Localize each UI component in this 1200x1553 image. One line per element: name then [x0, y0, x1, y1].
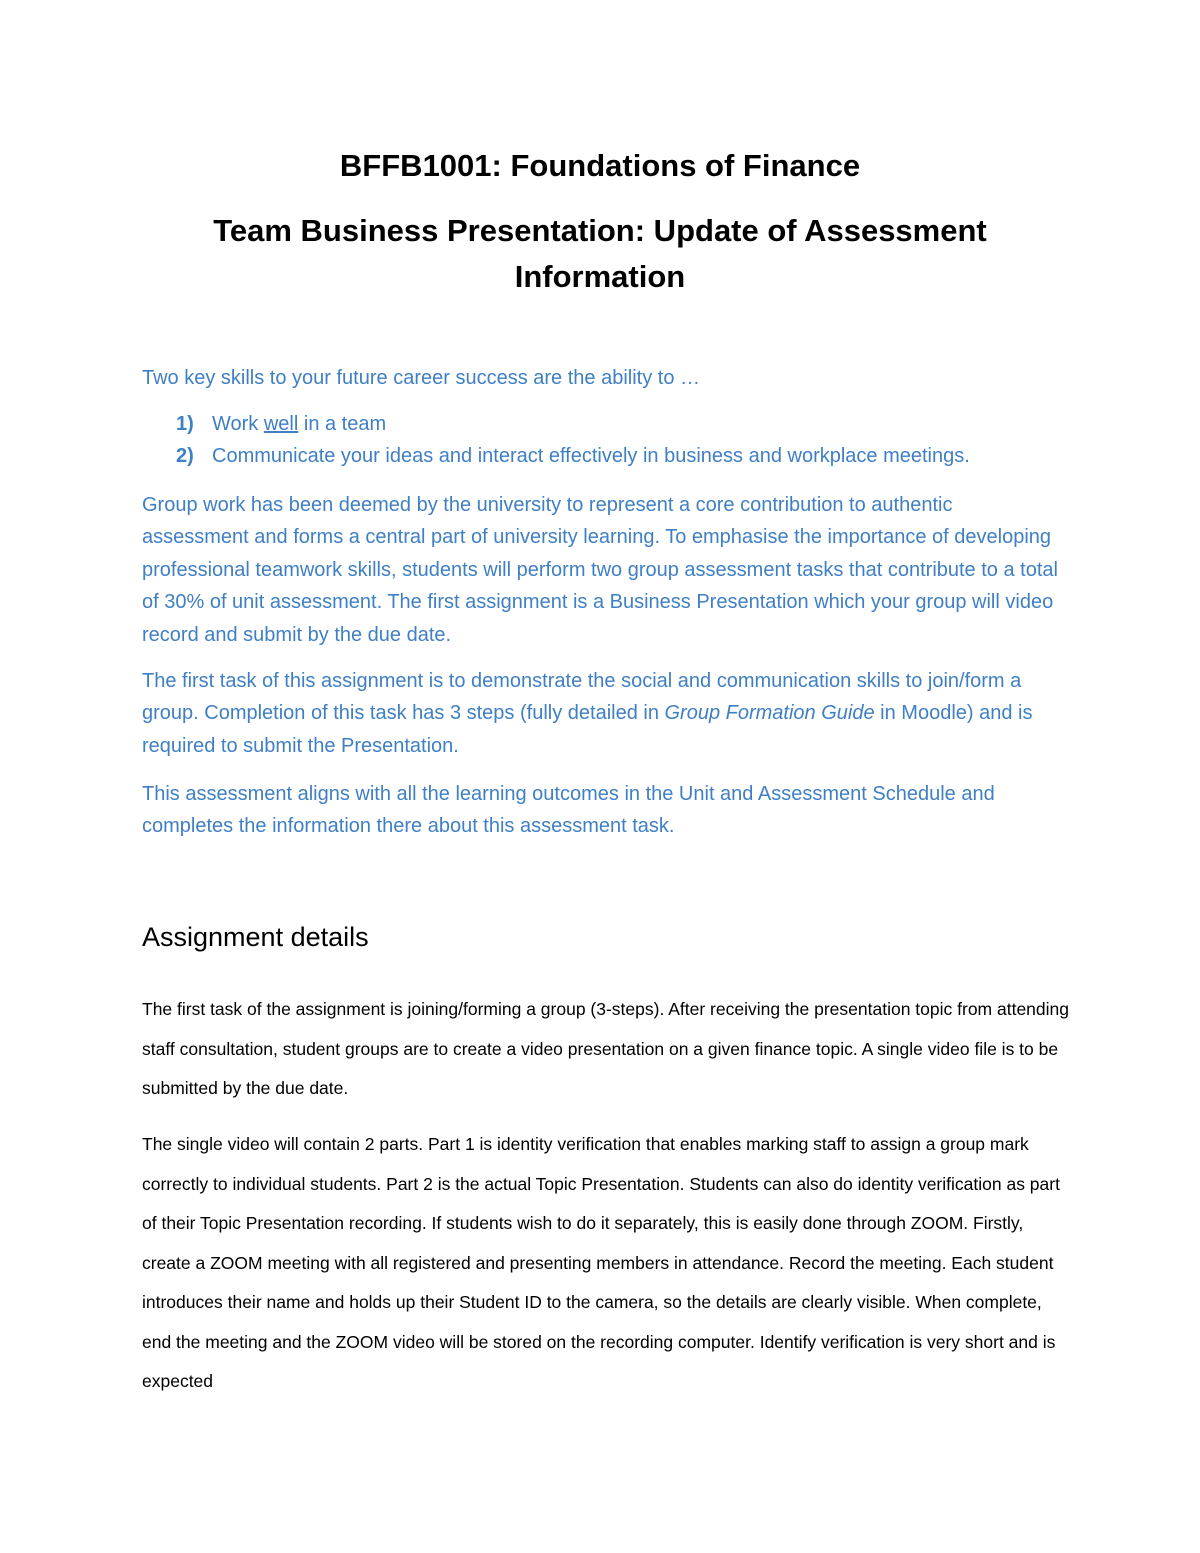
assignment-body-paragraph: The first task of the assignment is joining/forming a group (3-steps). After receiving the presentation topic from attending staff consultation, student groups are to create a video presentation on a given finance topic. A single video file is to be submitted by the due date.: [142, 999, 1069, 1098]
video-details-paragraph: The single video will contain 2 parts. Part 1 is identity verification that enables marking staff to assign a group mark correctly to individual students. Part 2 is the actual Topic Presentation. Students can also do identity verification as part of their Topic Presentation recording. If students wish to do it separately, this is easily done through ZOOM. Firstly, create a ZOOM meeting with all registered and presenting members in attendance. Record the meeting. Each student introduces their name and holds up their Student ID to the camera, so the details are clearly visible. When complete, end the meeting and the ZOOM video will be stored on the recording computer. Identify verification is very short and is expected: [142, 1134, 1060, 1391]
group-formation-guide-reference: Group Formation Guide: [664, 702, 875, 725]
group-work-paragraph: Group work has been deemed by the university to represent a core contribution to authentic assessment and forms a central part of university learning. To emphasise the importance of developing professional teamwork skills, students will perform two group assessment tasks that contribute to a total of 30% of unit assessment. The first assignment is a Business Presentation which your group will video record and submit by the due date.: [142, 494, 1058, 646]
list-item-text-after: in a team: [298, 413, 387, 435]
list-item: [142, 408, 1082, 440]
underlined-word: well: [263, 413, 299, 435]
paragraph-text-after: in Moodle) and is required to submit the Presentation.: [142, 702, 1033, 757]
list-number: 2): [176, 445, 194, 467]
list-item-text-before: Work: [212, 413, 264, 435]
document-title: BFFB1001: Foundations of Finance: [339, 148, 861, 183]
skills-list: [142, 408, 1082, 472]
alignment-paragraph: This assessment aligns with all the learning outcomes in the Unit and Assessment Schedule and completes the information there about this assessment task.: [142, 783, 995, 838]
first-task-paragraph: [142, 665, 1062, 762]
list-item-text: Communicate your ideas and interact effectively in business and workplace meetings.: [212, 445, 970, 467]
document-subtitle: Team Business Presentation: Update of Assessment Information: [213, 213, 987, 294]
paragraph-text-before: The first task of this assignment is to demonstrate the social and communication skills to join/form a group. Completion of this task has 3 steps (fully detailed in: [142, 670, 1022, 725]
list-number: 1): [176, 413, 194, 435]
section-heading: Assignment details: [142, 922, 369, 952]
list-item: [142, 440, 1082, 472]
intro-text: Two key skills to your future career success are the ability to …: [142, 367, 700, 389]
